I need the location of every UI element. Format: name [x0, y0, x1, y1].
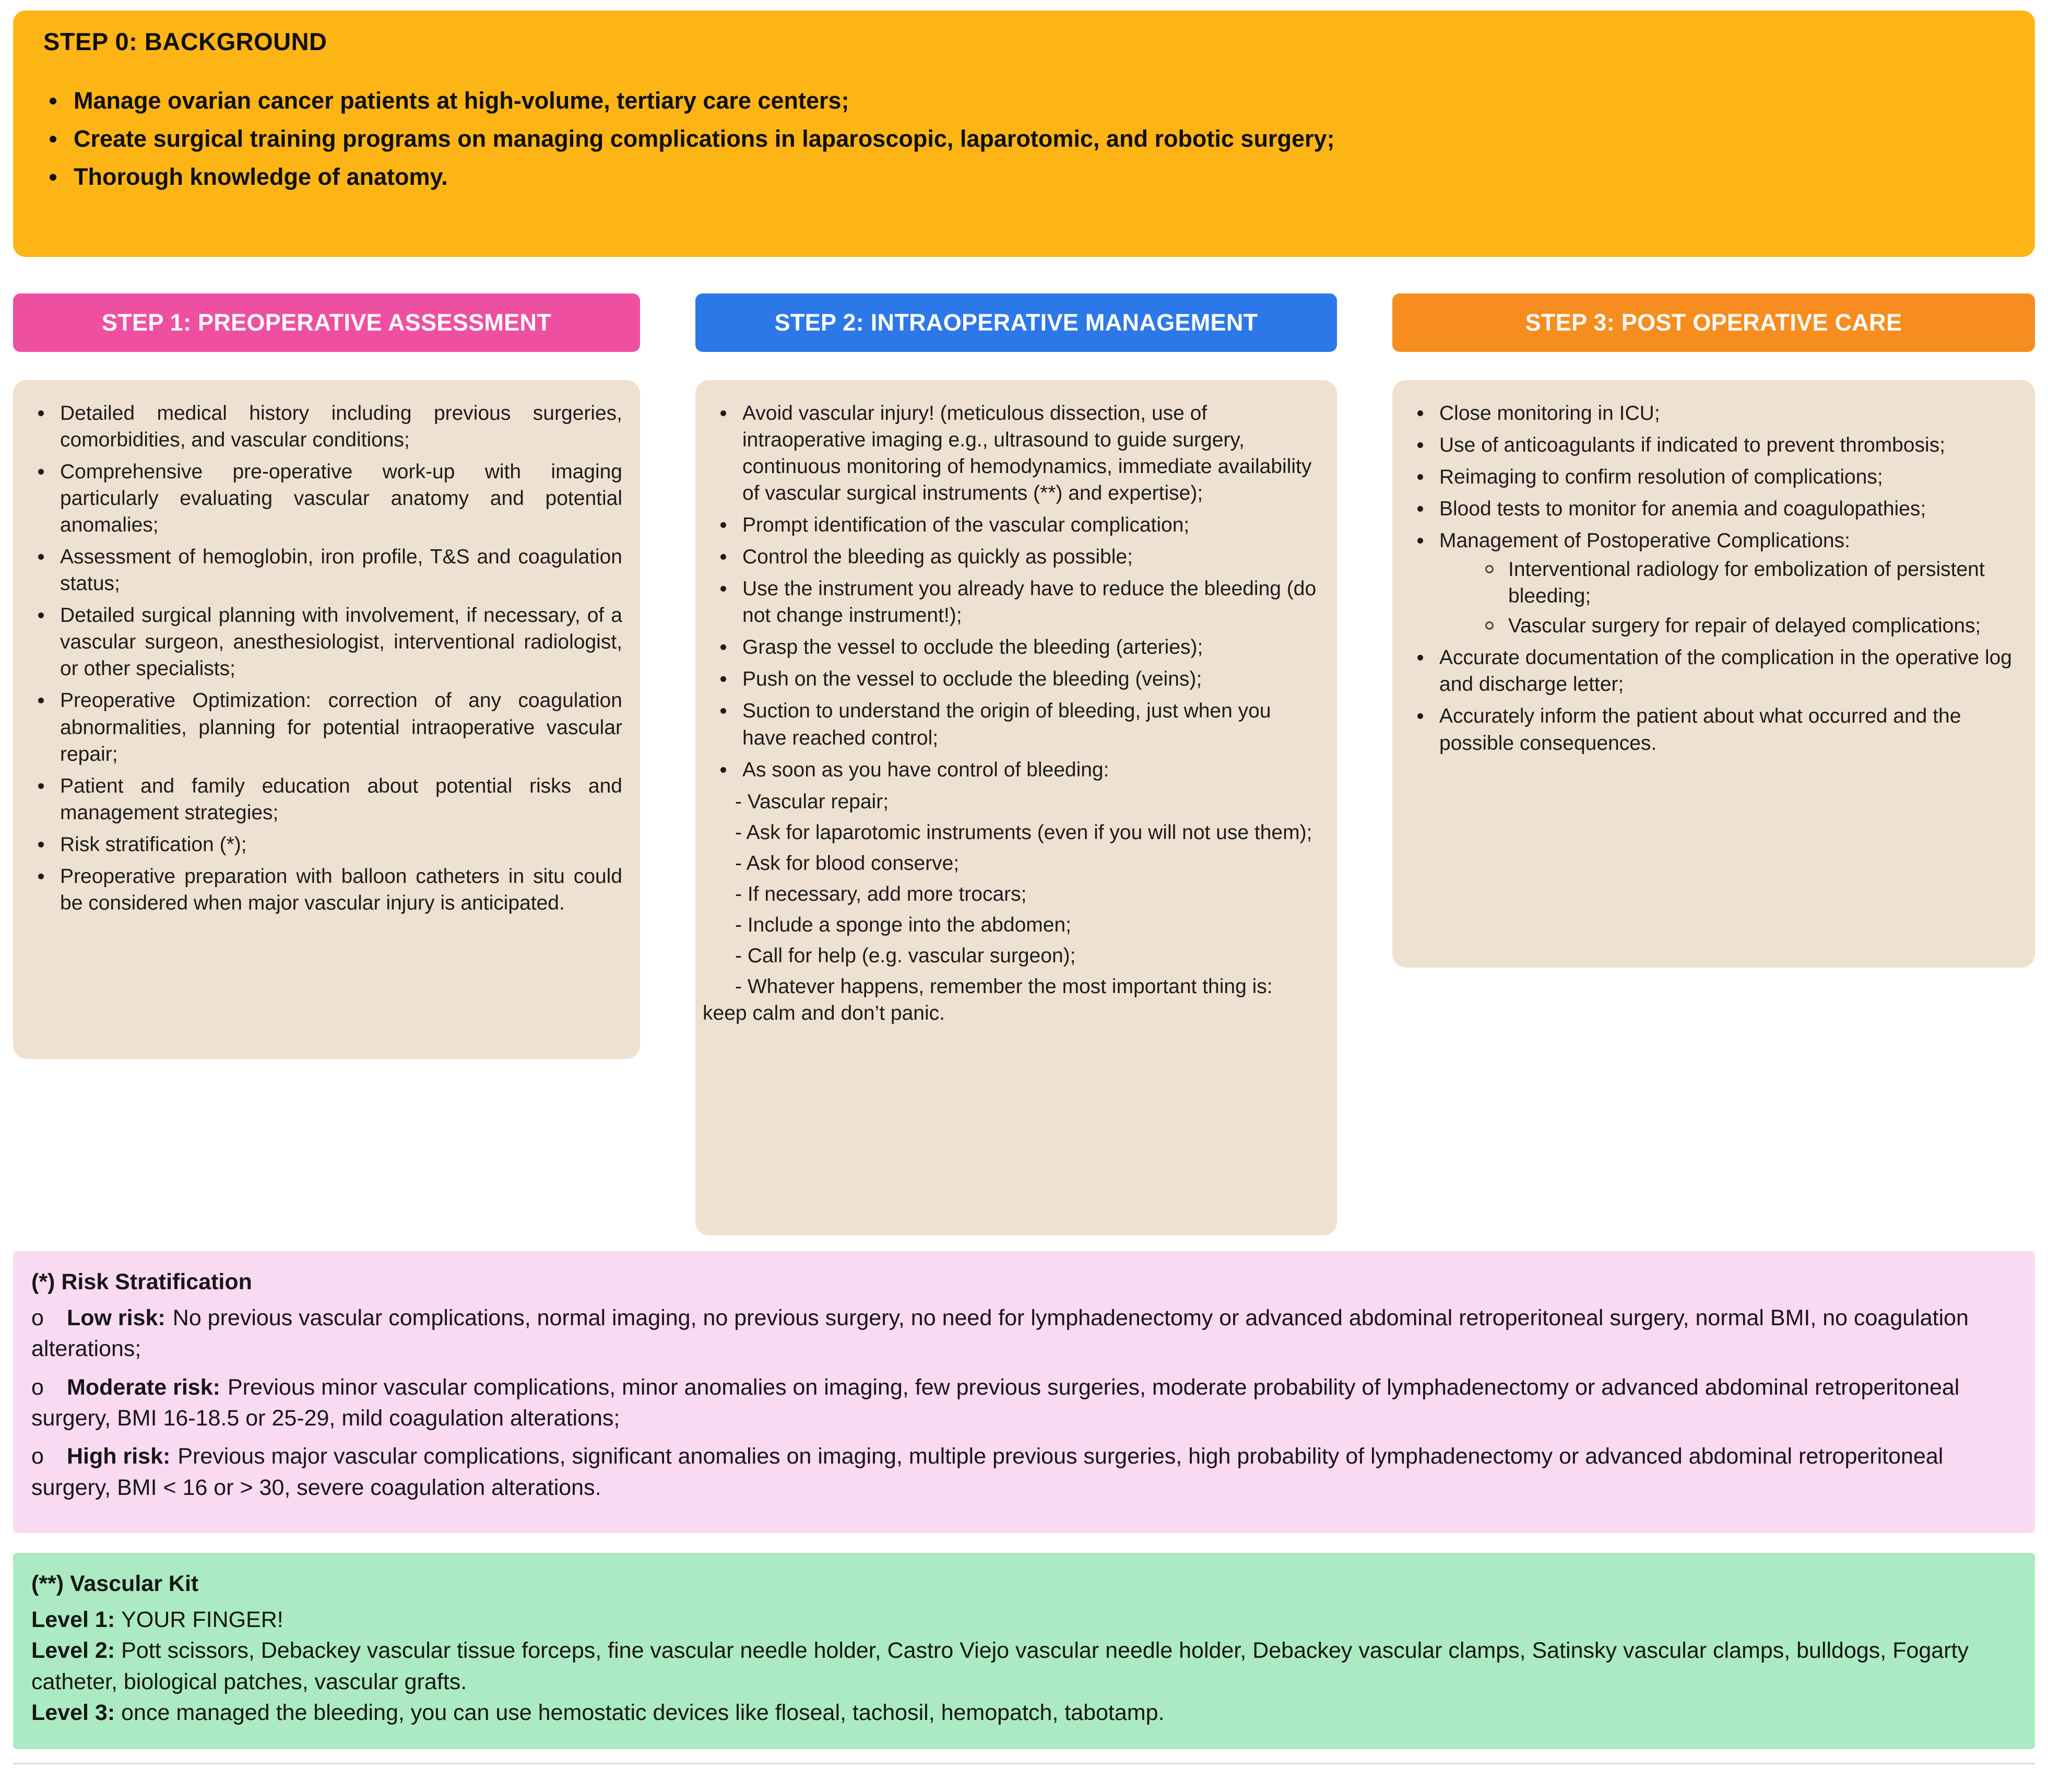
step3-sub-list — [1439, 556, 2017, 639]
step2-item-text: Grasp the vessel to occlude the bleeding (arteries); — [742, 636, 1203, 659]
step2-item — [713, 698, 1319, 751]
bottom-divider — [13, 1763, 2035, 1764]
step3-header-text: STEP 3: POST OPERATIVE CARE — [1525, 309, 1902, 336]
kit-text-level3: once managed the bleeding, you can use hemostatic devices like floseal, tachosil, hemopatch, tabotamp. — [121, 1700, 1165, 1725]
step0-bullet-list — [43, 82, 2005, 196]
step0-bullet-text: Create surgical training programs on managing complications in laparoscopic, laparotomic, and robotic surgery; — [74, 125, 1335, 152]
step2-dash-text: - Vascular repair; — [735, 790, 889, 813]
step1-item — [31, 458, 622, 538]
steps-columns-row — [13, 293, 2035, 1235]
step0-bullet — [43, 120, 2005, 158]
step2-dash-line — [703, 850, 1319, 877]
kit-item-level3 — [31, 1697, 2014, 1728]
step1-item-text: Detailed medical history including previous surgeries, comorbidities, and vascular conditions; — [60, 402, 622, 451]
step2-item-text: Avoid vascular injury! (meticulous dissection, use of intraoperative imaging e.g., ultrasound to guide surgery, continuous monitoring of hemodynamics, immediate availability of vascular surgical instruments (**) and expertise); — [742, 402, 1312, 504]
step1-item-text: Comprehensive pre-operative work-up with imaging particularly evaluating vascular anatomy and potential anomalies; — [60, 460, 622, 536]
step1-item — [31, 831, 622, 858]
risk-item-moderate — [31, 1372, 2014, 1434]
step1-item-text: Preoperative preparation with balloon catheters in situ could be considered when major vascular injury is anticipated. — [60, 865, 622, 914]
step3-item — [1410, 496, 2017, 522]
step2-dash-text: - Call for help (e.g. vascular surgeon); — [735, 945, 1076, 968]
step2-item — [713, 544, 1319, 570]
step1-item — [31, 602, 622, 682]
risk-stratification-box — [13, 1251, 2035, 1533]
step3-sub-text: Vascular surgery for repair of delayed complications; — [1508, 615, 1981, 638]
step2-dash-line — [703, 973, 1319, 1027]
step3-item — [1410, 527, 2017, 639]
step3-item — [1410, 432, 2017, 458]
step0-title-text: STEP 0: BACKGROUND — [43, 28, 327, 55]
risk-label-moderate: Moderate risk: — [67, 1374, 220, 1400]
step0-bullet-text: Manage ovarian cancer patients at high-volume, tertiary care centers; — [74, 87, 849, 114]
kit-title-text: (**) Vascular Kit — [31, 1571, 199, 1596]
step3-item-text: Blood tests to monitor for anemia and coagulopathies; — [1439, 497, 1926, 520]
step2-dash-text: - Include a sponge into the abdomen; — [735, 914, 1071, 936]
kit-label-level3: Level 3: — [31, 1700, 115, 1725]
step3-item-text: Accurately inform the patient about what occurred and the possible consequences. — [1439, 705, 1961, 754]
step3-item — [1410, 644, 2017, 698]
step2-item — [713, 575, 1319, 629]
step1-item — [31, 773, 622, 826]
step1-column — [13, 293, 640, 1235]
kit-item-level2 — [31, 1635, 2014, 1697]
risk-label-low: Low risk: — [67, 1305, 165, 1330]
step1-item-text: Detailed surgical planning with involvement, if necessary, of a vascular surgeon, anesthesiologist, interventional radiologist, or other specialists; — [60, 604, 622, 680]
step1-header — [13, 293, 640, 352]
step2-dash-line — [703, 788, 1319, 815]
step2-body — [695, 380, 1337, 1235]
risk-label-high: High risk: — [67, 1444, 171, 1469]
risk-title-text: (*) Risk Stratification — [31, 1269, 252, 1294]
step2-dash-line — [703, 819, 1319, 846]
risk-marker: o — [31, 1305, 44, 1330]
step2-dash-line — [703, 942, 1319, 969]
step3-sub-text: Interventional radiology for embolization of persistent bleeding; — [1508, 558, 1985, 608]
step2-item-text: Control the bleeding as quickly as possible; — [742, 546, 1133, 569]
step2-item-text: Prompt identification of the vascular complication; — [742, 513, 1190, 536]
step2-header — [695, 293, 1337, 352]
step1-body — [13, 380, 640, 1059]
risk-item-low — [31, 1303, 2014, 1365]
step2-dash-line — [703, 881, 1319, 907]
risk-item-high — [31, 1441, 2014, 1503]
step2-dash-line — [703, 912, 1319, 938]
step1-item — [31, 863, 622, 916]
step3-item-text: Close monitoring in ICU; — [1439, 402, 1660, 425]
step2-item — [713, 512, 1319, 538]
step1-header-text: STEP 1: PREOPERATIVE ASSESSMENT — [101, 309, 552, 336]
step0-bullet — [43, 82, 2005, 120]
step2-header-text: STEP 2: INTRAOPERATIVE MANAGEMENT — [774, 309, 1258, 336]
risk-marker: o — [31, 1374, 44, 1400]
step2-item — [713, 666, 1319, 692]
step2-item — [713, 634, 1319, 661]
step1-item-text: Patient and family education about potential risks and management strategies; — [60, 774, 622, 824]
risk-text-low: No previous vascular complications, normal imaging, no previous surgery, no need for lymphadenectomy or advanced abdominal retroperitoneal surgery, normal BMI, no coagulation alterations; — [31, 1305, 1969, 1362]
step3-item-text: Accurate documentation of the complication in the operative log and discharge letter; — [1439, 646, 2012, 696]
step2-column — [695, 293, 1337, 1235]
step1-item-text: Preoperative Optimization: correction of any coagulation abnormalities, planning for potential intraoperative vascular repair; — [60, 689, 622, 765]
kit-text-level2: Pott scissors, Debackey vascular tissue forceps, fine vascular needle holder, Castro Viejo vascular needle holder, Debackey vascular clamps, Satinsky vascular clamps, bulldogs, Fogarty catheter, biological patches, vascular grafts. — [31, 1638, 1969, 1694]
step2-item-list — [713, 400, 1319, 783]
step3-column — [1392, 293, 2035, 1235]
step1-item-list — [31, 400, 622, 916]
risk-marker: o — [31, 1444, 44, 1469]
step2-item-text: As soon as you have control of bleeding: — [742, 758, 1109, 781]
kit-text-level1: YOUR FINGER! — [121, 1607, 283, 1632]
kit-label-level2: Level 2: — [31, 1638, 115, 1664]
step3-sub-item — [1479, 612, 2017, 639]
step3-body — [1392, 380, 2035, 968]
step3-item-text: Management of Postoperative Complications: — [1439, 529, 1850, 552]
step2-item-text: Use the instrument you already have to reduce the bleeding (do not change instrument!); — [742, 577, 1317, 627]
step1-item-text: Assessment of hemoglobin, iron profile, T&S and coagulation status; — [60, 546, 622, 595]
step1-item-text: Risk stratification (*); — [60, 833, 247, 856]
step3-item-text: Use of anticoagulants if indicated to prevent thrombosis; — [1439, 433, 1946, 456]
step2-item — [713, 757, 1319, 783]
step0-background-box — [13, 10, 2035, 257]
step2-dash-text: - Ask for laparotomic instruments (even if you will not use them); — [735, 821, 1312, 844]
step2-dash-list — [703, 788, 1319, 1027]
step1-item — [31, 544, 622, 597]
kit-title — [31, 1569, 2014, 1599]
step0-title — [43, 27, 2005, 56]
step2-dash-text: - Whatever happens, remember the most important thing is: keep calm and don’t panic. — [703, 975, 1273, 1025]
step2-dash-text: - Ask for blood conserve; — [735, 852, 960, 875]
step0-bullet-text: Thorough knowledge of anatomy. — [74, 163, 448, 190]
step2-item-text: Push on the vessel to occlude the bleeding (veins); — [742, 668, 1202, 691]
step3-item-text: Reimaging to confirm resolution of complications; — [1439, 465, 1883, 488]
step3-item-list — [1410, 400, 2017, 757]
step3-sub-item — [1479, 556, 2017, 609]
step3-header — [1392, 293, 2035, 352]
step2-dash-text: - If necessary, add more trocars; — [735, 882, 1027, 905]
step3-item — [1410, 703, 2017, 756]
vascular-kit-box — [13, 1553, 2035, 1750]
risk-text-moderate: Previous minor vascular complications, minor anomalies on imaging, few previous surgeries, moderate probability of lymphadenectomy or advanced abdominal retroperitoneal surgery, BMI 16-18.5 or 25-29, mild coagulation alterations; — [31, 1374, 1960, 1431]
kit-label-level1: Level 1: — [31, 1607, 115, 1632]
step2-item — [713, 400, 1319, 506]
kit-item-level1 — [31, 1605, 2014, 1635]
step3-item — [1410, 400, 2017, 427]
risk-title — [31, 1267, 2014, 1298]
step1-item — [31, 400, 622, 453]
step2-item-text: Suction to understand the origin of bleeding, just when you have reached control; — [742, 700, 1271, 749]
step3-item — [1410, 464, 2017, 490]
step1-item — [31, 687, 622, 767]
step0-bullet — [43, 158, 2005, 196]
risk-text-high: Previous major vascular complications, significant anomalies on imaging, multiple previous surgeries, high probability of lymphadenectomy or advanced abdominal retroperitoneal surgery, BMI < 16 or > 30, severe coagulation alterations. — [31, 1444, 1944, 1500]
